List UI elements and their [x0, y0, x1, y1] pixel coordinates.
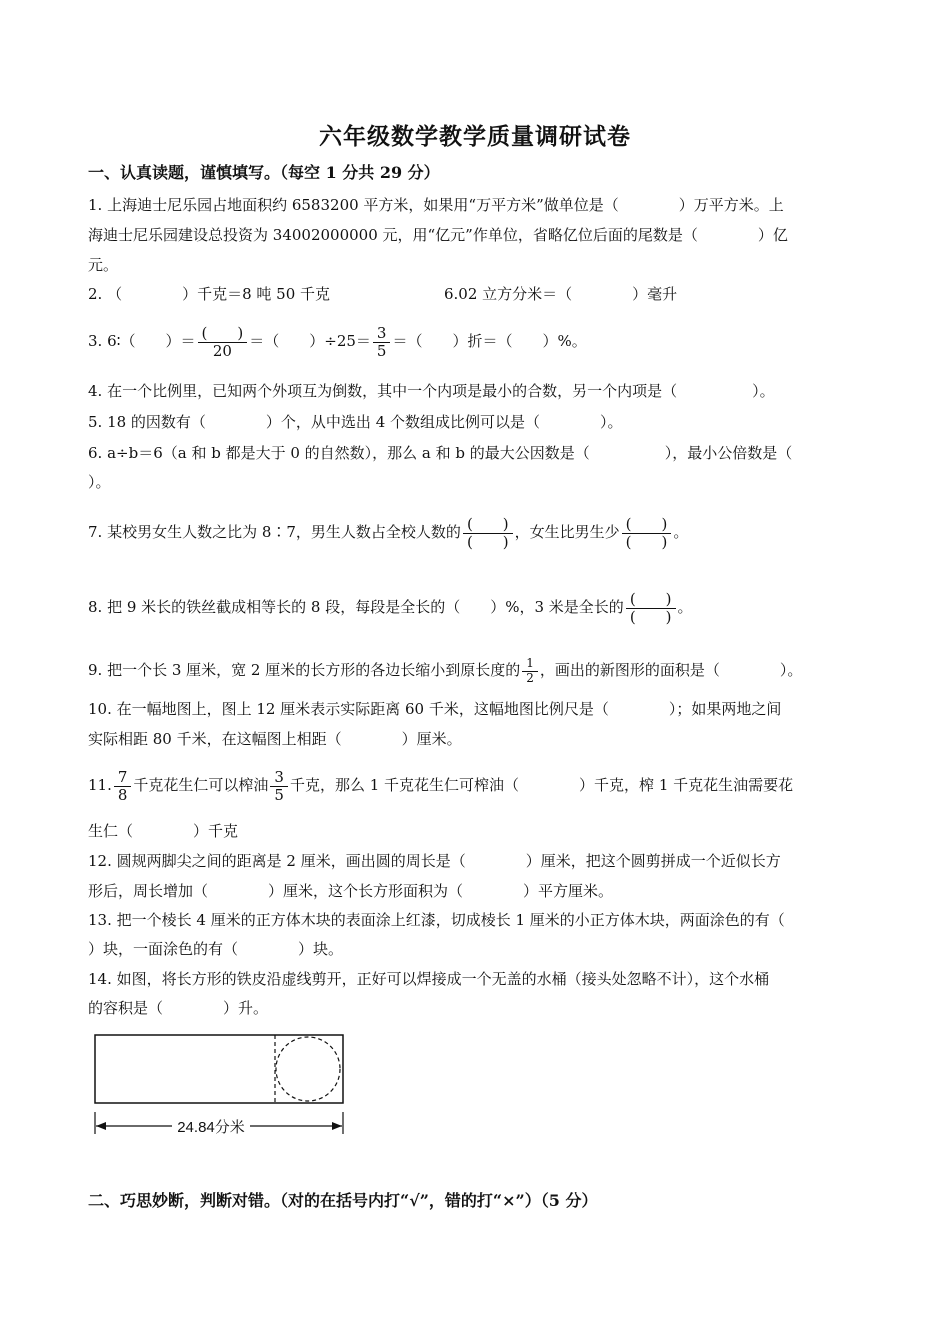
question-11: [88, 760, 868, 810]
fraction-denominator: ( ): [466, 532, 509, 551]
question-14-line-1: 14. 如图，将长方形的铁皮沿虚线剪开，正好可以焊接成一个无盖的水桶（接头处忽略不计），这个水桶: [88, 970, 770, 988]
question-2-part-a: 2. （ ）千克＝8 吨 50 千克: [88, 285, 331, 303]
dimension-arrow-right: [332, 1122, 342, 1130]
fraction-denominator: 20: [212, 341, 232, 360]
fraction-numerator: 1: [522, 657, 538, 671]
question-13-line-2: ）块，一面涂色的有（ ）块。: [88, 940, 344, 958]
question-7-text-b: ，女生比男生少: [514, 523, 620, 541]
section-2-heading: 二、巧思妙断，判断对错。（对的在括号内打“√”，错的打“×”）（5 分）: [88, 1191, 598, 1210]
question-3-text-c: ＝（ ）折＝（ ）%。: [392, 332, 587, 350]
section-1-heading: 一、认真读题，谨慎填写。（每空 1 分共 29 分）: [88, 163, 440, 182]
question-6-line-2: ）。: [88, 473, 111, 491]
question-11-text-b: 千克，那么 1 千克花生仁可榨油（ ）千克，榨 1 千克花生油需要花: [289, 776, 794, 794]
question-9: [88, 650, 868, 690]
fraction-denominator: 5: [274, 785, 284, 804]
question-10-line-1: 10. 在一幅地图上，图上 12 厘米表示实际距离 60 千米，这幅地图比例尺是（ ）；如果两地之间: [88, 700, 782, 718]
question-11-line-2: 生仁（ ）千克: [88, 822, 239, 840]
fraction-denominator: 2: [526, 670, 534, 685]
question-11-fraction-1: [114, 769, 132, 803]
question-7-text-a: 7. 某校男女生人数之比为 8∶7，男生人数占全校人数的: [88, 523, 461, 541]
fraction-denominator: 5: [376, 341, 387, 360]
fraction-numerator: ( ): [622, 516, 672, 534]
fraction-numerator: 3: [373, 325, 391, 343]
question-1-line-1: 1. 上海迪士尼乐园占地面积约 6583200 平方米，如果用“万平方米”做单位是（ ）万平方米。上: [88, 196, 784, 214]
question-9-text-b: ，画出的新图形的面积是（ ）。: [539, 661, 803, 679]
fraction-denominator: ( ): [629, 607, 672, 626]
question-8-text-a: 8. 把 9 米长的铁丝截成相等长的 8 段，每段是全长的（ ）%，3 米是全长的: [88, 598, 624, 616]
question-4: 4. 在一个比例里，已知两个外项互为倒数，其中一个内项是最小的合数，另一个内项是（ ）。: [88, 382, 775, 400]
question-9-fraction: [522, 657, 538, 684]
fraction-numerator: ( ): [463, 516, 513, 534]
dimension-arrow-left: [96, 1122, 106, 1130]
bucket-net-figure: [94, 1034, 354, 1144]
base-circle: [276, 1037, 340, 1101]
question-6-line-1: 6. a÷b＝6（a 和 b 都是大于 0 的自然数），那么 a 和 b 的最大公因数是（ ），最小公倍数是（: [88, 444, 793, 462]
question-7: [88, 502, 868, 562]
question-5: 5. 18 的因数有（ ）个，从中选出 4 个数组成比例可以是（ ）。: [88, 413, 623, 431]
question-7-fraction-2: [622, 516, 672, 550]
question-12-line-1: 12. 圆规两脚尖之间的距离是 2 厘米，画出圆的周长是（ ）厘米，把这个圆剪拼成一个近似长方: [88, 852, 781, 870]
page-title: 六年级数学教学质量调研试卷: [319, 123, 631, 150]
question-7-fraction-1: [463, 516, 513, 550]
fraction-numerator: 7: [114, 769, 132, 787]
question-1-line-2: 海迪士尼乐园建设总投资为 34002000000 元，用“亿元”作单位，省略亿位后面的尾数是（ ）亿: [88, 226, 788, 244]
question-1-line-3: 元。: [88, 256, 119, 274]
question-14-line-2: 的容积是（ ）升。: [88, 999, 269, 1017]
question-3: [88, 318, 868, 364]
question-3-fraction-1: [198, 325, 248, 359]
fraction-numerator: ( ): [626, 591, 676, 609]
question-13-line-1: 13. 把一个棱长 4 厘米的正方体木块的表面涂上红漆，切成棱长 1 厘米的小正方体木块，两面涂色的有（: [88, 911, 785, 929]
question-2-part-b: 6.02 立方分米＝（ ）毫升: [444, 285, 678, 303]
question-3-text-a: 3. 6∶（ ）＝: [88, 332, 196, 350]
fraction-denominator: 8: [117, 785, 128, 804]
question-3-fraction-2: [373, 325, 391, 359]
question-8-text-b: 。: [677, 598, 693, 616]
fraction-numerator: 3: [270, 769, 288, 787]
sheet-rectangle: [95, 1035, 343, 1103]
question-11-text-a: 千克花生仁可以榨油: [133, 776, 269, 794]
fraction-denominator: ( ): [625, 532, 668, 551]
fraction-numerator: ( ): [198, 325, 248, 343]
question-10-line-2: 实际相距 80 千米，在这幅图上相距（ ）厘米。: [88, 730, 462, 748]
question-3-text-b: ＝（ ）÷25＝: [249, 332, 371, 350]
dimension-label: 24.84分米: [177, 1119, 245, 1136]
question-11-number: 11.: [88, 776, 112, 794]
question-8-fraction: [626, 591, 676, 625]
question-12-line-2: 形后，周长增加（ ）厘米，这个长方形面积为（ ）平方厘米。: [88, 882, 614, 900]
question-11-fraction-2: [270, 769, 288, 803]
question-8: [88, 577, 868, 637]
question-9-text-a: 9. 把一个长 3 厘米，宽 2 厘米的长方形的各边长缩小到原长度的: [88, 661, 521, 679]
question-2: [88, 279, 868, 309]
question-7-text-c: 。: [673, 523, 689, 541]
